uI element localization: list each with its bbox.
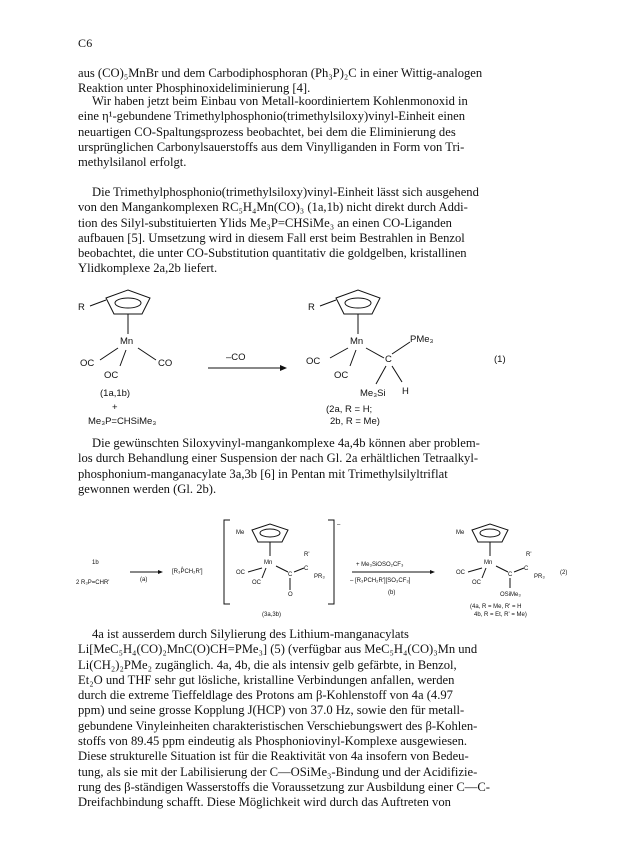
vinyl-carbon-alpha: C <box>508 572 513 578</box>
r-substituent-right: R <box>308 302 315 313</box>
starting-reagent: 2 R₃P=CHR' <box>76 580 110 586</box>
pr3-right: PR₃ <box>534 574 545 580</box>
trimethylsilyl-group: Me₃Si <box>360 388 386 399</box>
pme3-group: PMe₃ <box>410 334 434 345</box>
acyl-carbon: C <box>288 572 293 578</box>
manganese-left: Mn <box>120 336 134 347</box>
cyclopentadienyl-ring-left <box>90 290 150 334</box>
triflate-reagent: + Me₃SiOSO₂CF₃ <box>356 562 404 568</box>
manganese-right-2: Mn <box>484 560 493 566</box>
anion-charge: – <box>337 522 341 528</box>
carbonyl-right-b: OC <box>472 580 481 586</box>
equation-number-2: (2) <box>560 570 568 576</box>
hydrogen: H <box>402 386 409 397</box>
product-label-2a: (2a, R = H; <box>326 404 373 415</box>
paragraph-2: Wir haben jetzt beim Einbau von Metall-koordiniertem Kohlenmonoxid in eine η¹-gebundene Trimethylphosphonio(trimethylsiloxy)vinyl-Einheit einen neuartigen CO-Spaltungsprozess beobachtet, bei dem die Eliminierung des ursprünglichen Carbonylsauerstoffs aus dem Vinylliganden in Form von Tri- methylsilanol erfolgt. <box>78 94 468 170</box>
scheme-2-drawing <box>0 512 624 620</box>
salt-byproduct: – [R₃PCH₂R'][SO₃CF₃] <box>350 578 411 584</box>
product-label-4a: (4a, R = Me, R' = H <box>470 604 522 610</box>
r-prime-mid: R' <box>304 552 310 558</box>
reaction-scheme-1 <box>0 278 624 428</box>
cp-ring-mid <box>252 524 288 556</box>
paragraph-4: Die gewünschten Siloxyvinyl-mangankomplexe 4a,4b können aber problem- los durch Behandlung einer Suspension der nach Gl. 2a erhältlichen Tetraalkyl- phosphonium-manganacylate 3a,3b [6] in Pentan mit Trimethylsilyltriflat gewonnen werden (Gl. 2b). <box>78 436 480 496</box>
arrow-label-minus-co: –CO <box>226 352 246 363</box>
step-b-label: (b) <box>388 590 396 596</box>
cp-ring-right <box>472 524 508 556</box>
carbonyl-left-b: CO <box>158 358 173 369</box>
methyl-mid: Me <box>236 530 245 536</box>
arrow-a-head <box>158 570 163 574</box>
ylid-reagent: Me₃P=CHSiMe₃ <box>88 416 157 427</box>
r-substituent-left: R <box>78 302 85 313</box>
page-number: C6 <box>78 36 93 50</box>
scheme-1-drawing <box>0 278 624 428</box>
paragraph-1: aus (CO)₅MnBr und dem Carbodiphosphoran (Ph₃P)₂C in einer Wittig-analogen Reaktion unter Phosphinoxideliminierung [4]. <box>78 66 483 96</box>
reaction-arrow-head <box>280 365 287 371</box>
cyclopentadienyl-ring-right <box>320 290 380 334</box>
carbonyl-right-a: OC <box>456 570 465 576</box>
compound-label-3: (3a,3b) <box>262 612 282 618</box>
carbonyl-mid-b: OC <box>252 580 261 586</box>
arrow-b-head <box>430 570 435 574</box>
reaction-scheme-2 <box>0 512 624 620</box>
plus-sign: + <box>112 402 118 413</box>
phosphonium-cation: [R₃P̊CH₂R'] <box>172 569 203 575</box>
ylid-carbon: C <box>385 354 392 365</box>
pr3-mid: PR₃ <box>314 574 325 580</box>
osime3-group: OSiMe₃ <box>500 592 521 598</box>
carbonyl-left-c: OC <box>104 370 119 381</box>
starting-complex-1b: 1b <box>92 560 99 566</box>
step-a-label: (a) <box>140 577 148 583</box>
acyl-oxygen: O <box>288 592 293 598</box>
methyl-right: Me <box>456 530 465 536</box>
product-label-4b: 4b, R = Et, R' = Me) <box>474 612 527 618</box>
equation-number-1: (1) <box>494 354 506 365</box>
carbonyl-mid-a: OC <box>236 570 245 576</box>
compound-label-1a-1b: (1a,1b) <box>100 388 131 399</box>
r-prime-right: R' <box>526 552 532 558</box>
carbonyl-right-a: OC <box>306 356 321 367</box>
paragraph-5: 4a ist ausserdem durch Silylierung des Lithium-manganacylats Li[MeC₅H₄(CO)₂MnC(O)CH=PMe₃] (5) (verfügbar aus MeC₅H₄(CO)₃Mn und Li(CH₂)₂PMe₂ zugänglich. 4a, 4b, die als intensiv gelb gefärbte, in Benzol, Et₂O und THF sehr gut lösliche, kristalline Verbindungen anfallen, werden durch die extreme Tieffeldlage des Protons am β-Kohlenstoff von 4a (4.97 ppm) und seine grosse Kopplung J(HCP) von 37.0 Hz, sowie den für metall- gebundene Vinyleinheiten charakteristischen Verschiebungswert des β-Kohlen- stoffs von 89.45 ppm eindeutig als Phosphoniovinyl-Komplexe ausgewiesen. Diese strukturelle Situation ist für die Reaktivität von 4a insofern von Bedeu- tung, als sie mit der Labilisierung der C—OSiMe₃-Bindung und der Acidifizie- rung des β-ständigen Wasserstoffs die Voraussetzung zur Ausbildung einer C—C- Dreifachbindung schafft. Diese Möglichkeit wird durch das Auftreten von <box>78 627 490 810</box>
carbonyl-right-b: OC <box>334 370 349 381</box>
manganese-right: Mn <box>350 336 364 347</box>
product-label-2b: 2b, R = Me) <box>330 416 380 427</box>
ylid-carbon-mid: C <box>304 566 309 572</box>
paragraph-3: Die Trimethylphosphonio(trimethylsiloxy)vinyl-Einheit lässt sich ausgehend von den Mangankomplexen RC₅H₄Mn(CO)₃ (1a,1b) nicht direkt durch Addi- tion des Silyl-substituierten Ylids Me₃P=CHSiMe₃ an einen CO-Liganden aufbauen [5]. Umsetzung wird in diesem Fall erst beim Bestrahlen in Benzol beobachtet, die unter CO-Substitution quantitativ die goldgelben, kristallinen Ylidkomplexe 2a,2b liefert. <box>78 185 479 276</box>
manganese-mid: Mn <box>264 560 273 566</box>
carbonyl-left-a: OC <box>80 358 95 369</box>
vinyl-carbon-beta: C <box>524 566 529 572</box>
